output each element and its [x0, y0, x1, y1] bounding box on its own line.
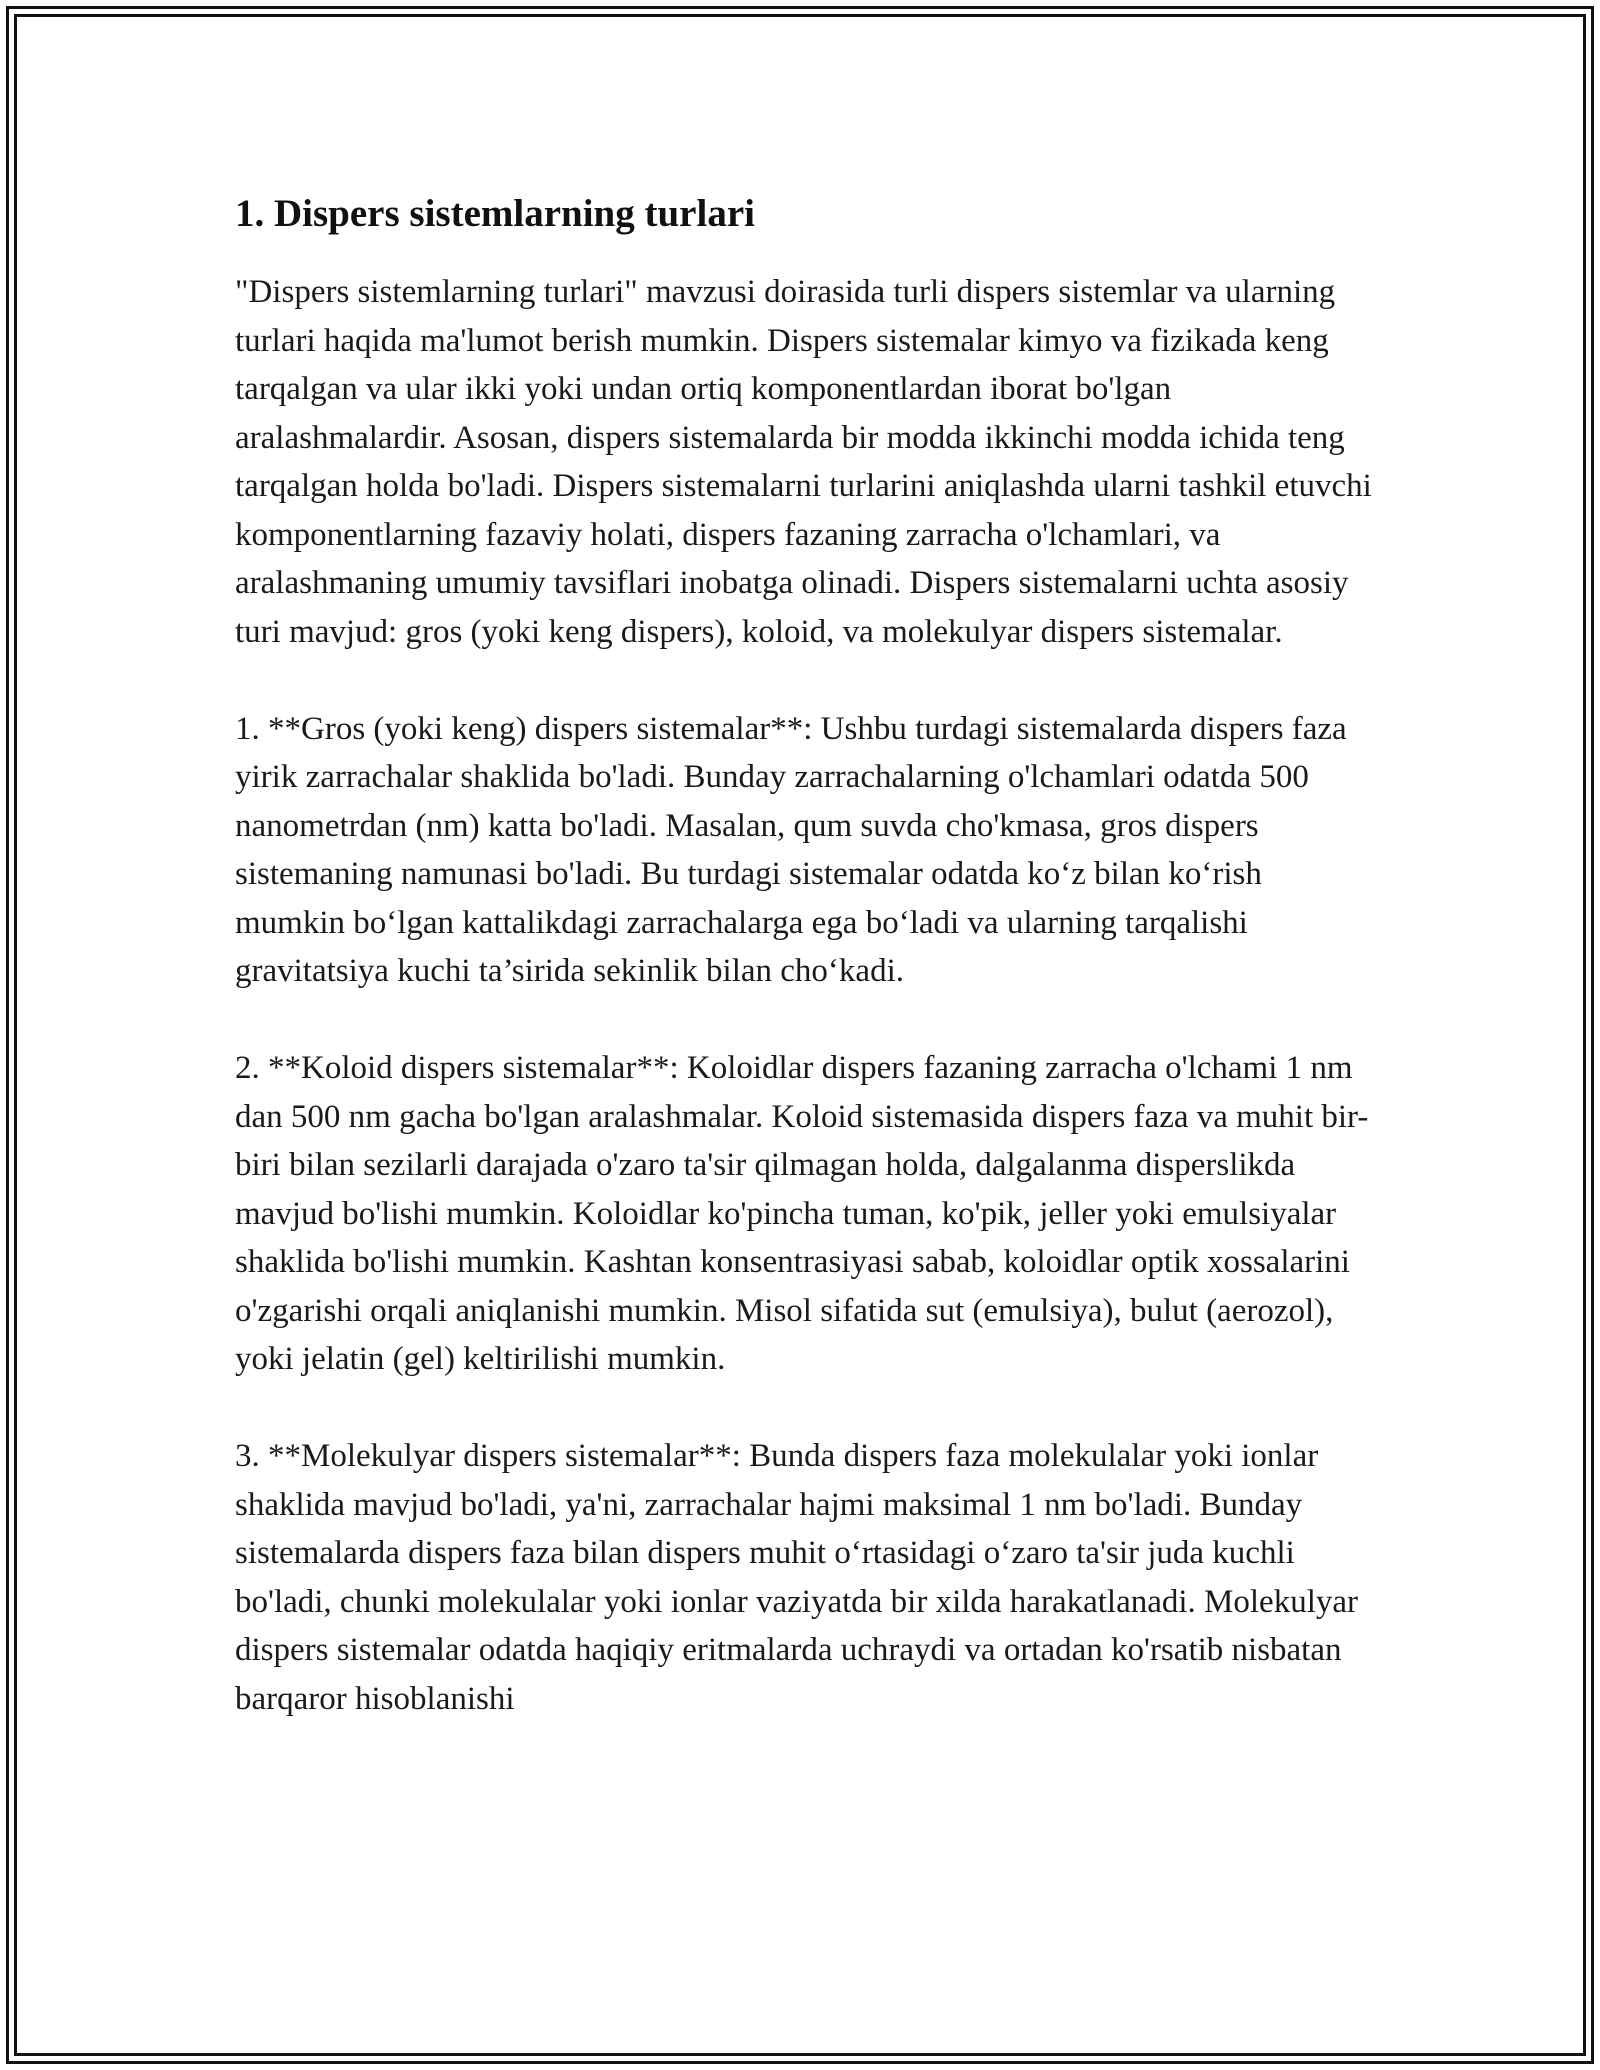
koloid-paragraph: 2. **Koloid dispers sistemalar**: Koloidlar dispers fazaning zarracha o'lchami 1 nm dan 500 nm gacha bo'lgan aralashmalar. Koloid sistemasida dispers faza va muhit bir-biri bilan sezilarli darajada o'zaro ta'sir qilmagan holda, dalgalanma disperslikda mavjud bo'lishi mumkin. Koloidlar ko'pincha tuman, ko'pik, jeller yoki emulsiyalar shaklida bo'lishi mumkin. Kashtan konsentrasiyasi sabab, koloidlar optik xossalarini o'zgarishi orqali aniqlanishi mumkin. Misol sifatida sut (emulsiya), bulut (aerozol), yoki jelatin (gel) keltirilishi mumkin.: [235, 1050, 1369, 1377]
molekulyar-paragraph: 3. **Molekulyar dispers sistemalar**: Bunda dispers faza molekulalar yoki ionlar shaklida mavjud bo'ladi, ya'ni, zarrachalar hajmi maksimal 1 nm bo'ladi. Bunday sistemalarda dispers faza bilan dispers muhit o‘rtasidagi o‘zaro ta'sir juda kuchli bo'ladi, chunki molekulalar yoki ionlar vaziyatda bir xilda harakatlanadi. Molekulyar dispers sistemalar odatda haqiqiy eritmalarda uchraydi va ortadan ko'rsatib nisbatan barqaror hisoblanishi: [235, 1438, 1367, 1717]
intro-paragraph: "Dispers sistemlarning turlari" mavzusi doirasida turli dispers sistemlar va ularning turlari haqida ma'lumot berish mumkin. Dispers sistemalar kimyo va fizikada keng tarqalgan va ular ikki yoki undan ortiq komponentlardan iborat bo'lgan aralashmalardir. Asosan, dispers sistemalarda bir modda ikkinchi modda ichida teng tarqalgan holda bo'ladi. Dispers sistemalarni turlarini aniqlashda ularni tashkil etuvchi komponentlarning fazaviy holati, dispers fazaning zarracha o'lchamlari, va aralashmaning umumiy tavsiflari inobatga olinadi. Dispers sistemalarni uchta asosiy turi mavjud: gros (yoki keng dispers), koloid, va molekulyar dispers sistemalar.: [235, 274, 1381, 650]
document-body: [235, 190, 1381, 1723]
gros-paragraph: 1. **Gros (yoki keng) dispers sistemalar**: Ushbu turdagi sistemalarda dispers faza yirik zarrachalar shaklida bo'ladi. Bunday zarrachalarning o'lchamlari odatda 500 nanometrdan (nm) katta bo'ladi. Masalan, qum suvda cho'kmasa, gros dispers sistemaning namunasi bo'ladi. Bu turdagi sistemalar odatda ko‘z bilan ko‘rish mumkin bo‘lgan kattalikdagi zarrachalarga ega bo‘ladi va ularning tarqalishi gravitatsiya kuchi ta’sirida sekinlik bilan cho‘kadi.: [235, 710, 1355, 989]
section-heading: 1. Dispers sistemlarning turlari: [235, 192, 755, 235]
